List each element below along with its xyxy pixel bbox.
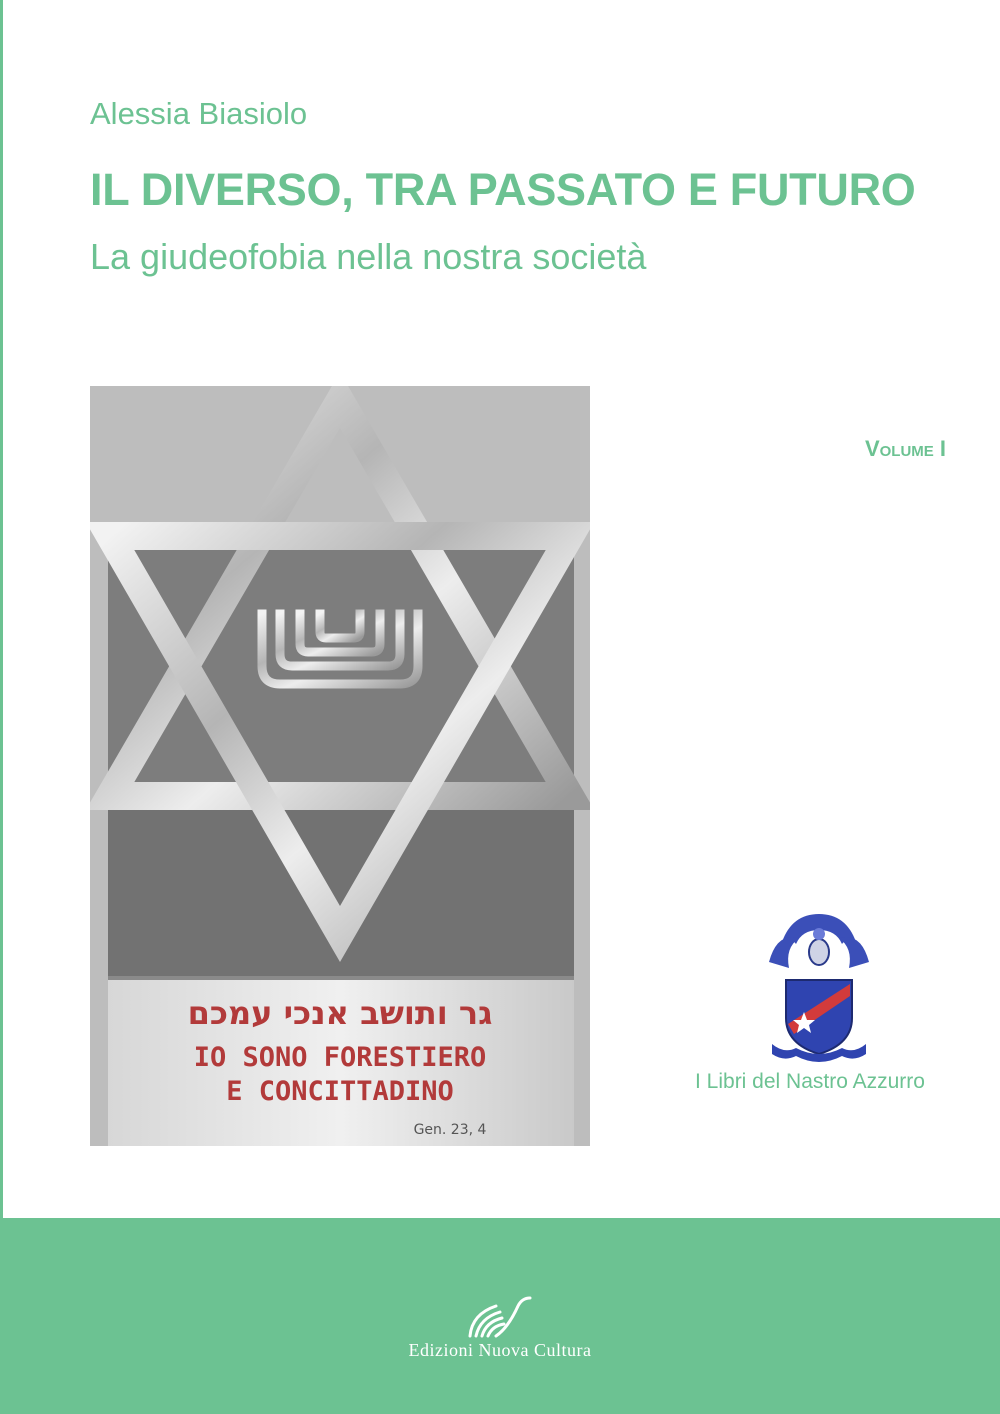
publisher-name: Edizioni Nuova Cultura xyxy=(408,1340,592,1360)
star-of-david-plaque-icon xyxy=(90,386,590,1146)
plaque-citation: Gen. 23, 4 xyxy=(413,1122,487,1138)
author-name: Alessia Biasiolo xyxy=(90,96,308,131)
volume-label: Volume I xyxy=(864,436,946,461)
series-name: I Libri del Nastro Azzurro xyxy=(695,1070,925,1093)
plaque-line-1: IO SONO FORESTIERO xyxy=(193,1042,487,1073)
left-edge-rule xyxy=(0,0,3,1218)
publisher-logo-icon xyxy=(448,1296,544,1342)
plaque-line-2: E CONCITTADINO xyxy=(226,1076,454,1107)
coat-of-arms-icon xyxy=(764,912,874,1062)
plaque-hebrew-text: גר ותושב אנכי עמכם xyxy=(187,994,493,1032)
book-subtitle: La giudeofobia nella nostra società xyxy=(90,236,647,277)
cover-photo xyxy=(90,386,590,1146)
book-title: IL DIVERSO, TRA PASSATO E FUTURO xyxy=(90,164,916,215)
